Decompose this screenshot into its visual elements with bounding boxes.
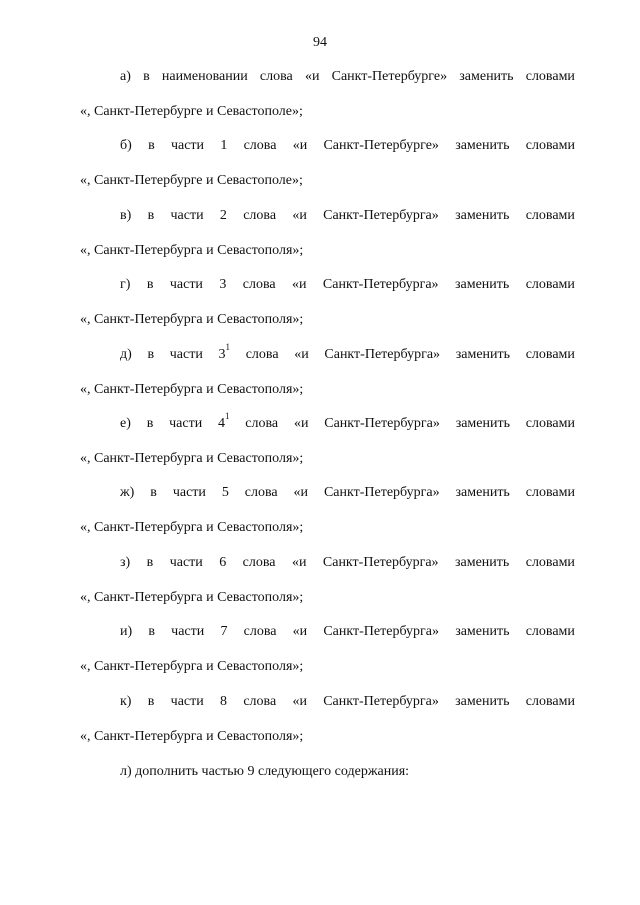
amendment-line	[120, 485, 575, 501]
amendment-word: з)	[120, 555, 131, 570]
amendment-word: «и	[292, 208, 307, 223]
amendment-word: словами	[525, 555, 575, 570]
amendment-word: ж)	[120, 485, 135, 500]
amendment-word: Санкт-Петербурга»	[323, 208, 439, 223]
amendment-word: Санкт-Петербурге»	[331, 69, 448, 84]
amendment-word: Санкт-Петербурга»	[322, 277, 439, 292]
amendment-word: 5	[221, 485, 229, 500]
amendment-word: наименовании	[161, 69, 248, 84]
amendment-word: слова	[243, 624, 277, 639]
replacement-text: «, Санкт-Петербурга и Севастополя»;	[80, 382, 304, 397]
amendment-word: в	[146, 277, 154, 292]
amendment-word: части	[170, 694, 204, 709]
amendment-word: словами	[525, 624, 575, 639]
amendment-word: Санкт-Петербурга»	[322, 555, 439, 570]
amendment-word: 3	[218, 347, 226, 362]
amendment-word: части	[172, 485, 206, 500]
amendment-word: слова	[244, 485, 278, 500]
amendment-word: части	[169, 555, 203, 570]
amendment-line	[120, 69, 575, 85]
amendment-word: «и	[293, 485, 309, 500]
amendment-word: заменить	[455, 208, 510, 223]
amendment-word: к)	[120, 694, 132, 709]
amendment-word: Санкт-Петербурге»	[323, 138, 439, 153]
final-item: л) дополнить частью 9 следующего содержания:	[120, 764, 410, 779]
amendment-word: в	[143, 69, 150, 84]
replacement-text: «, Санкт-Петербурга и Севастополя»;	[80, 451, 304, 466]
replacement-text: «, Санкт-Петербурга и Севастополя»;	[80, 729, 304, 744]
amendment-word: заменить	[455, 138, 510, 153]
amendment-word: заменить	[455, 694, 510, 709]
amendment-word: словами	[525, 69, 575, 84]
amendment-word: заменить	[454, 277, 510, 292]
amendment-word: д)	[120, 347, 132, 362]
part-superscript: 1	[225, 411, 230, 422]
amendment-word: заменить	[455, 347, 511, 362]
amendment-word: 2	[219, 208, 227, 223]
amendment-word: части	[170, 208, 204, 223]
amendment-line	[120, 138, 575, 154]
replacement-text: «, Санкт-Петербурга и Севастополя»;	[80, 520, 304, 535]
amendment-line	[120, 342, 575, 363]
amendment-word: заменить	[455, 485, 510, 500]
amendment-line	[120, 624, 575, 640]
amendment-word: в	[148, 138, 155, 153]
amendment-word: Санкт-Петербурга»	[323, 485, 440, 500]
amendment-word: 7	[220, 624, 228, 639]
amendment-word: словами	[525, 694, 575, 709]
amendment-word: 8	[220, 694, 228, 709]
amendment-word: заменить	[459, 69, 514, 84]
amendment-word: в	[150, 485, 157, 500]
amendment-word: части	[169, 416, 203, 431]
amendment-word: словами	[525, 208, 575, 223]
part-number-group	[218, 342, 231, 363]
amendment-word: в	[148, 624, 155, 639]
amendment-word: Санкт-Петербурга»	[324, 347, 441, 362]
replacement-text: «, Санкт-Петербурге и Севастополе»;	[80, 173, 303, 188]
amendment-word: б)	[120, 138, 132, 153]
amendment-word: «и	[294, 347, 309, 362]
amendment-word: «и	[292, 277, 307, 292]
amendment-word: 3	[219, 277, 227, 292]
replacement-text: «, Санкт-Петербурге и Севастополе»;	[80, 104, 303, 119]
amendment-word: «и	[292, 138, 308, 153]
amendment-word: слова	[242, 277, 276, 292]
amendment-word: в	[147, 694, 155, 709]
amendment-word: Санкт-Петербурга»	[323, 694, 439, 709]
replacement-text: «, Санкт-Петербурга и Севастополя»;	[80, 659, 304, 674]
amendment-word: слова	[259, 69, 293, 84]
amendment-word: Санкт-Петербурга»	[324, 416, 440, 431]
amendment-word: а)	[120, 69, 131, 84]
amendment-word: слова	[243, 208, 277, 223]
amendment-line	[120, 208, 575, 224]
amendment-word: «и	[292, 624, 308, 639]
amendment-word: слова	[243, 138, 277, 153]
amendment-word: «и	[292, 694, 307, 709]
amendment-word: словами	[525, 277, 575, 292]
amendment-word: слова	[245, 347, 279, 362]
amendment-word: части	[169, 277, 203, 292]
amendment-word: г)	[120, 277, 131, 292]
part-number-group	[218, 411, 230, 432]
amendment-word: заменить	[454, 555, 510, 570]
amendment-word: 4	[218, 416, 225, 431]
amendment-word: в	[147, 347, 155, 362]
amendment-word: заменить	[455, 416, 510, 431]
amendment-line	[120, 277, 575, 293]
amendment-word: словами	[525, 416, 575, 431]
amendment-word: и)	[120, 624, 133, 639]
amendment-word: 1	[220, 138, 228, 153]
amendment-word: заменить	[455, 624, 510, 639]
amendment-word: в	[147, 208, 155, 223]
amendment-word: в	[146, 555, 154, 570]
amendment-word: «и	[291, 555, 307, 570]
amendment-word: слова	[243, 694, 277, 709]
amendment-line	[120, 555, 575, 571]
amendment-word: словами	[525, 485, 575, 500]
amendment-line	[120, 694, 575, 710]
replacement-text: «, Санкт-Петербурга и Севастополя»;	[80, 243, 304, 258]
amendment-word: в	[146, 416, 154, 431]
amendment-word: словами	[525, 347, 575, 362]
replacement-text: «, Санкт-Петербурга и Севастополя»;	[80, 312, 304, 327]
amendment-word: «и	[304, 69, 320, 84]
amendment-word: Санкт-Петербурга»	[323, 624, 439, 639]
amendment-word: словами	[525, 138, 575, 153]
amendment-word: 6	[219, 555, 227, 570]
amendment-word: е)	[120, 416, 131, 431]
amendment-word: в)	[120, 208, 132, 223]
part-superscript: 1	[225, 342, 231, 353]
amendment-word: части	[170, 138, 205, 153]
amendment-word: части	[171, 624, 205, 639]
replacement-text: «, Санкт-Петербурга и Севастополя»;	[80, 590, 304, 605]
page-number: 94	[313, 35, 327, 50]
amendment-word: слова	[245, 416, 279, 431]
amendment-line	[120, 411, 575, 432]
amendment-word: слова	[242, 555, 276, 570]
amendment-word: части	[169, 347, 203, 362]
amendment-word: «и	[293, 416, 309, 431]
